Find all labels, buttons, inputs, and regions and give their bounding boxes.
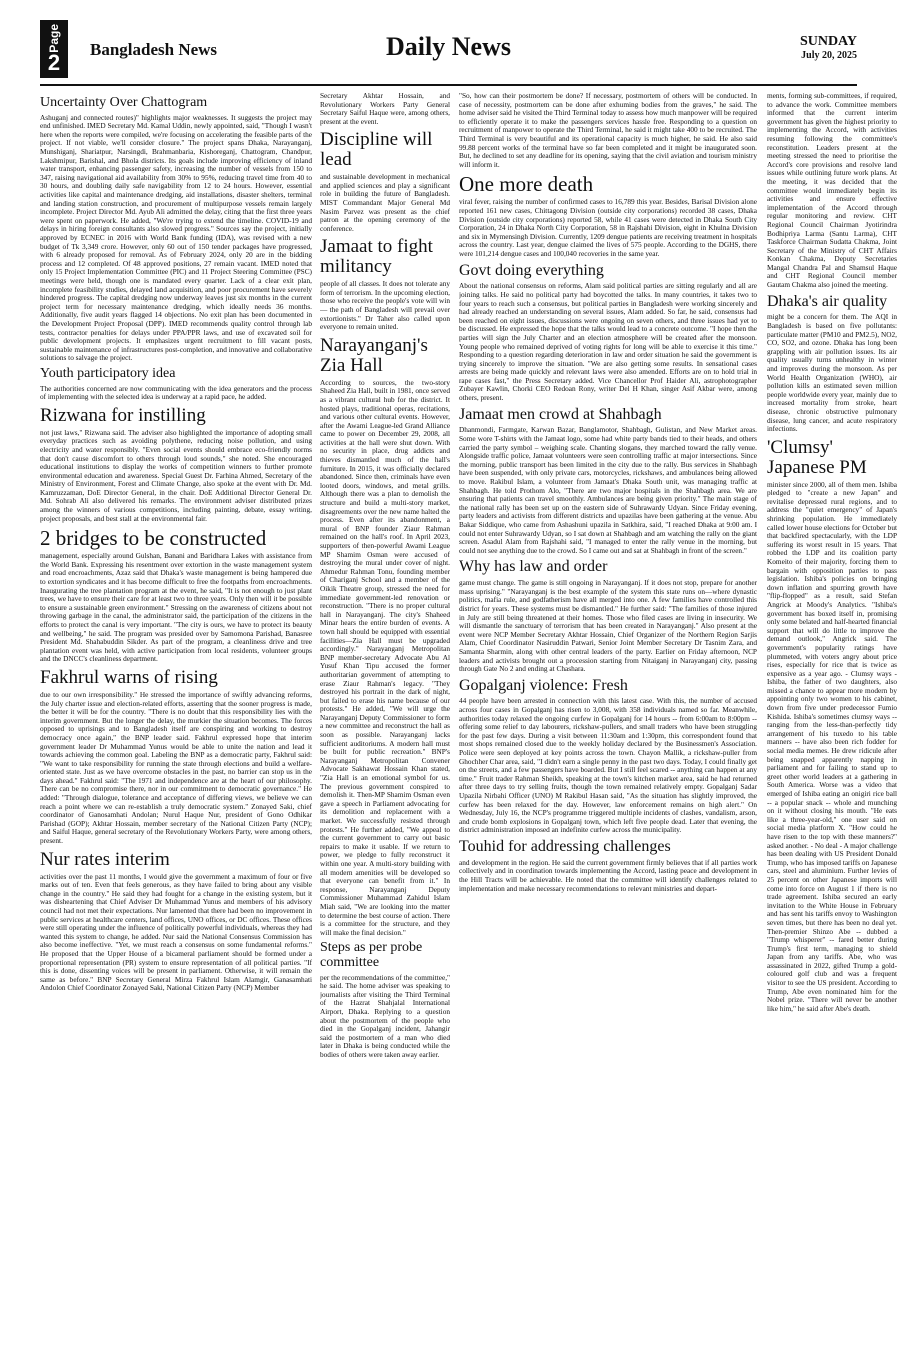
headline: Jamaat to fight militancy	[320, 236, 433, 278]
story-body: per the recommendations of the committee," he said. The home adviser was speaking to journalists after visiting the Third Terminal of the Hazrat Shahjalal International Airport, Dhaka. Replying to a question about the postmortem of the people who died in the Gopalganj incident, Jahangir said the postmortem of a man who died later in Dhaka is being conducted while the bodies of others were taken away earlier.	[320, 972, 450, 1060]
headline: Discipline will lead	[320, 129, 433, 171]
story-death	[459, 173, 757, 258]
headline: Gopalganj violence: Fresh	[459, 676, 628, 694]
story-body: might be a concern for them. The AQI in Bangladesh is based on five pollutants: particulate matter (PM10 and PM2.5), NO2, CO, SO2, and ozone. Dhaka has long been grappling with air pollution issues. Its air quality usually turns unhealthy in winter and improves during the monsoon. As per World Health Organization (WHO), air pollution kills an estimated seven million people worldwide every year, mainly due to increased mortality from stroke, heart disease, chronic obstructive pulmonary disease, lung cancer, and acute respiratory infections.	[767, 312, 897, 434]
headline: Narayanganj's Zia Hall	[320, 334, 428, 376]
headline: Nur rates interim	[40, 848, 170, 870]
story-body: According to sources, the two-story Shaheed Zia Hall, built in 1981, once served as a vibrant cultural hub for the district. It hosted plays, traditional operas, recitations, and various other cultural events. However, after the Awami League-led Grand Alliance came to power on December 29, 2008, all activities at the hall were shut down. With no security in place, drug addicts and thieves dismantled much of the hall's furniture. In 2015, it was officially declared abandoned. Since then, criminals have even looted doors, windows, and metal grills. Although there was a plan to demolish the structure and build a multi-story market, disagreements over the new name halted the process. Even after its abandonment, a mural of BNP founder Ziaur Rahman remained on the hall's roof. In April 2023, supporters of then-powerful Awami League MP Shamim Osman were accused of destroying the mural under cover of night. Ahmedur Rahman Tonu, founding member of Chariganj School and a member of the Oikik Theatre group, stressed the need for immediate government-led renovation or reconstruction. "There is no proper cultural hall in Narayanganj. The city's Shaheed Minar hears the entire burden of events. A town hall should be equipped with essential facilities—Zia Hall must be upgraded accordingly." Narayanganj Metropolitan BNP member-secretary Advocate Abu Al Yusuf Khan Tipu accused the former authoritarian government of attempting to erase Ziaur Rahman's legacy. "They destroyed his portrait in the dark of night, but failed to erase his name because of our protests." He added, "We will urge the Narayanganj Deputy Commissioner to form a new committee and reconstruct the hall as soon as possible. Narayanganj lacks sufficient auditoriums. A modern hall must be built for public recreation." BNP's Narayanganj Metropolitan Convener Advocate Sakhawat Hossain Khan stated, "Zia Hall is an emotional symbol for us. The previous government conspired to demolish it. Then-MP Shamim Osman even gave a speech in Parliament advocating for its demolition and replacement with a market. We successfully resisted through protests." He further added, "We appeal to the current government to carry out basic repairs to make it usable. If we return to power, we pledge to fully reconstruct it within one year. A multi-story building with all modern amenities will be developed so that everyone can benefit from it." In response, Narayanganj Deputy Commissioner Muhammad Zahidul Islam Miah said, "We are looking into the matter to determine the best course of action. There is a committee for the structure, and they will make the final decision."	[320, 377, 450, 937]
story-jamaat-crowd	[459, 407, 757, 556]
day-label: SUNDAY	[799, 34, 857, 49]
column-4	[767, 92, 897, 1352]
story-body: Dhanmondi, Farmgate, Karwan Bazar, Banglamotor, Shahbagh, Gulistan, and New Market areas. Some wore T-shirts with the Jamaat logo, some had white party bands tied to their heads, and others carried the party symbol – weighing scale. Chanting slogans, they marched toward the rally venue. Alongside traffic police, Jamaat volunteers were seen controlling traffic at major intersections. Since the morning, public transport has been limited in the city due to the rally. Bus services in Shahbagh have been suspended, with only private cars, motorcycles, rickshaws, and ambulances being allowed to move. Rakibul Islam, a volunteer from Jamaat's Dhaka South unit, was managing traffic at Shahbagh. He told Prothom Alo, "There are two major hospitals in the Shahbagh area. We are ensuring that patients can travel smoothly. Ambulances are being given priority." The main stage of the national rally has been set up on the eastern side of Suhrawardy Udyan. Since Friday evening, party leaders and activists from different districts and upazilas have been gathering at the venue. Abu Bakar Siddique, who came from Ashashuni upazila in Satkhira, said, "I reached Dhaka at 9:00 am. I could not enter Suhrawardy Udyan, so I sat down at Shahbagh and am watching the rally on the giant screen. Asadul Alam from Rajshahi said, "I managed to enter the rally venue in the morning, but could not see anything due to the crowd. So I came out and sat at Shahbagh in front of the screen."	[459, 425, 757, 555]
page-label: Page	[47, 23, 61, 53]
story-body: viral fever, raising the number of confirmed cases to 16,789 this year. Besides, Barisal Division alone reported 161 new cases, Chittagong Division (outside city corporations) recorded 38 cases, Dhaka Division (outside city corporations) reported 58, while 41 cases were detected in Dhaka South City Corporation, 24 in Dhaka North City Corporation, 58 in Rajshahi Division, eight in Khulna Division and six in Mymensingh Division. Currently, 1209 dengue patients are receiving treatment in hospitals across the country. Last year, dengue claimed the lives of 575 people. According to the DGHS, there were 101,214 dengue cases and 100,040 recoveries in the same year.	[459, 197, 757, 258]
story-probe-continued	[459, 92, 757, 169]
story-body: management, especially around Gulshan, Banani and Baridhara Lakes with assistance from the World Bank. Expressing his resentment over extortion in the waste management system and road encroachments, Azaz said that Dhaka's waste management is being hampered due to extortion syndicates and it has become difficult to free the footpaths from encroachments. Inaugurating the tree plantation program at the event, he said, "It is not enough to just plant trees, we have to ensure their care for at least two to three years. Only then will it be possible to ensure a sustainable green environment." Stressing on the awareness of citizens about not throwing garbage in the canal, the administrator said, the participation of the citizens in the efforts to protect the canal is very important. "The city is ours, we have to protect its beauty and wellbeing," he said. The program was presided over by Samomona Parishad, Banasree President Md. Shahabuddin Sikder. As part of the program, a cleanliness drive and tree plantation event was held, with active participation from local residents, volunteer groups and the DNCC's cleanliness department.	[40, 551, 312, 664]
masthead	[40, 20, 857, 78]
headline: Jamaat men crowd at Shahbagh	[459, 405, 662, 423]
column-3	[459, 92, 757, 1352]
story-nur	[40, 850, 312, 993]
story-japan-pm	[767, 438, 897, 1014]
story-body: "So, how can their postmortem be done? If necessary, postmortem of others will be conducted. In case of necessity, postmortem can be done after exhuming bodies from the graves," he said. The home adviser said he visited the Third Terminal today to assess how much manpower will be required to efficiently operate it to make the passengers services hassle free. Responding to a question on recruitment of manpower to operate the Third Terminal, he said it might take 400 to be recruited. The Third Terminal is very beautiful and its operational capacity is much higher, he said. He also said 99.88 percent works of the terminal have so far been completed and it might be inaugurated soon. But, he declined to set any deadline for its opening, saying that the civil aviation and tourism ministry will inform it.	[459, 92, 757, 169]
headline: Touhid for addressing challenges	[459, 837, 671, 855]
story-body: The authorities concerned are now communicating with the idea generators and the process of implementing with the selected idea is underway at a rapid pace, he added.	[40, 383, 312, 402]
story-body: activities over the past 11 months, I would give the government a maximum of four or five marks out of ten. Even that feels generous, as they have failed to bring about any visible change in the country." He said they had fought for a change in the existing system, but it was disheartening that Chief Adviser Dr Muhammad Yunus and members of his advisory council had not met their expectations. Nur lamented that there had been no improvement in public services at healthcare centers, land offices, UNO offices, or DC offices. These offices were still operating under the influence of politically powerful individuals, whereas they had wanted this system to change, he added. Nur said the National Consensus Commission has also become ineffective. "Yet, we must reach a consensus on some fundamental reforms." He proposed that the Upper House of a bicameral parliament should be formed under a proportional representation (PR) system to ensure representation of all political parties. "If this is done, dissenting voices will be present in parliament. Otherwise, it will remain the same as before." BNP Secretary General Mirza Fakhrul Islam Alamgir, Ganasamhati Andolon Chief Coordinator Zonayed Saki, National Citizen Party (NCP) Member	[40, 871, 312, 993]
date-label: July 20, 2025	[801, 50, 857, 61]
headline: 2 bridges to be constructed	[40, 526, 267, 551]
story-body: people of all classes. It does not tolerate any form of terrorism. In the upcoming election, those who receive the people's vote will win — the path of Bangladesh will prevail over extortionists." Dr Taher also called upon everyone to remain united.	[320, 279, 450, 332]
story-touhid-continued	[767, 92, 897, 290]
headline: Dhaka's air quality	[767, 292, 888, 310]
story-body: and development in the region. He said the current government firmly believes that if all parties work collectively and in coordination towards implementing the Accord, lasting peace and development in the Hill Tracts will be achievable. He noted that the committee will identify challenges related to implementation and make necessary recommendations to relevant ministries and depart-	[459, 857, 757, 893]
story-touhid	[459, 839, 757, 893]
story-rizwana	[40, 406, 312, 523]
headline: Uncertainty Over Chattogram	[40, 95, 208, 110]
story-body: game must change. The game is still ongoing in Narayanganj. If it does not stop, prepare for another mass uprising." "Narayanganj is the best example of the system this state runs on—where dynastic politics, mafia rule, and godfatherism have all merged into one. A few families have controlled this district for years. These systems must be dismantled." He further said: "The families of those injured in July are still being threatened at their homes. Those who filed cases are living in insecurity. We will dismantle the sanctuary of terrorism that has been created in Narayanganj." Also present at the event were NCP Member Secretary Akhtar Hossain, Chief Organizer of the Northern Region Sarjis Alam, Chief Coordinator Nasiruddin Patwari, Senior Joint Member Secretary Dr Tasnim Zara, and Samanta Sharmin, along with other central leaders of the party. Earlier on Friday afternoon, NCP leaders and activists brought out a procession starting from Nitaiganj in Narayanganj city, passing through Gate No 2 and ending at Chashara.	[459, 578, 757, 674]
story-body: not just laws," Rizwana said. The adviser also highlighted the importance of adopting small everyday practices such as avoiding polythene, reducing noise pollution, and using electricity and water responsibly. "Even social events should embrace eco-friendly norms that don't cause discomfort to others through loud sounds," she noted. She encouraged educational institutions to display the works of competition winners to further promote environmental education and awareness. Special Guest Dr. Farhina Ahmed, Secretary of the Ministry of Environment, Forest and Climate Change, also spoke at the event with Dr. Md. Kamruzzaman, DoE Director General, in the chair. DoE Additional Director General Dr. Md. Sohrab Ali also delivered his remarks. The environment adviser distributed prizes among the winners of various competitions, including painting, debate, essay writing, project proposals, and best stall at the environmental fair.	[40, 427, 312, 523]
headline: Fakhrul warns of rising	[40, 667, 218, 689]
date-box	[800, 34, 857, 61]
story-body: Ashuganj and connected routes)" highlights major weaknesses. It suggests the project may end unfinished. IMED Secretary Md. Kamal Uddin, newly appointed, said, "Though I wasn't here when the reports were compiled, we're focusing on accelerating the feasible parts of the project. If not viable, we'll consider closure." The project spans Dhaka, Narayanganj, Munshiganj, Shariatpur, Narsingdi, Brahmanbaria, Kishoreganj, Chattogram, Chandpur, Lakshmipur, Barishal, and Bhola districts. Its goals include improving efficiency of inland water transport, enhancing passenger safety, increasing the number of vessels from 150 to 347, raising navigational aid availability from 30% to 95%, reducing travel time from 40 to 30 hours, and doubling daily safe navigability from 12 to 24 hours. However, essential activities like capital and maintenance dredging, aid installations, disaster shelters, terminal and landing station construction, and procurement of multipurpose vessels remain largely incomplete. Project Director Md. Ayub Ali admitted the delay, citing that the first three years were spent on paperwork. He added, "We're trying to extend the timeline. COVID-19 and delays in hiring foreign consultants also slowed progress." Sources say the project, initially approved by ECNEC in 2016 with World Bank funding (IDA), was revised with a new budget of Tk 3,349 crore. However, only 60 out of 150 tender packages have progressed, with 6 already proposed for removal. As of February 2024, only 20 are in the bidding process and 12 completed. Of 48 approved positions, 27 remain vacant. IMED noted that only 15 Project Implementation Committee (PIC) and 11 Project Steering Committee (PSC) meetings were held, though one is mandated every quarter. Lack of a clear exit plan, incomplete feasibility studies, delayed land acquisition, and poor procurement have severely hindered progress. The capital dredging now underway leaves just six months in the current project term for necessary maintenance dredging, which ideally needs 36 months. Additionally, five audit years flagged 14 objections. No exit plan has been documented in the Development Project Proposal (DPP). IMED recommends quality control through lab tests, contractor penalties for delays under PPA/PPR laws, and use of excavated soil for public development projects. It emphasizes urgent recruitment to fill vacant posts, sustainable maintenance of infrastructures post-completion, and innovative and collaborative solutions to salvage the project.	[40, 112, 312, 363]
story-gopalganj	[459, 678, 757, 835]
headline: Youth participatory idea	[40, 365, 176, 381]
section-title: Daily News	[386, 32, 511, 61]
story-law-order	[459, 559, 757, 673]
story-fakhrul	[40, 668, 312, 846]
story-nur-continued	[320, 92, 450, 126]
page-number: 2	[47, 50, 61, 76]
story-discipline	[320, 130, 450, 233]
story-jamaat-fight	[320, 237, 450, 331]
story-youth	[40, 367, 312, 402]
headline: Why has law and order	[459, 558, 608, 576]
story-body: minister since 2000, all of them men. Ishiba pledged to "create a new Japan" and revitalise depressed rural regions, and to address the "quiet emergency" of Japan's shrinking population. He immediately called lower house elections for October but that backfired spectacularly, with the LDP suffering its worst result in 15 years. That robbed the LDP and its coalition party Komeito of their majority, forcing them to bargain with opposition parties to pass legislation. Ishiba's policies on bringing down inflation and spurring growth have "flip-flopped" as a result, said Stefan Angrick at Moody's Analytics. "Ishiba's government has boxed itself in, promising only some belated and half-hearted financial support that will do little to improve the demand outlook," Angrick said. The government's popularity ratings have plummeted, with voters angry about price rises, especially for rice that is twice as expensive as a year ago. - Clumsy ways - Ishiba, the father of two daughters, also missed a chance to appear more modern by appointing only two women to his cabinet, down from five under predecessor Fumio Kishida. Ishiba's sometimes clumsy ways -- ranging from the less-than-perfectly tidy arrangement of his tuxedo to his table manners -- have also been rich fodder for social media memes. He drew ridicule after being snapped apparently napping in parliament and for failing to stand up to greet other world leaders at a gathering in South America. Worse was a video that emerged of Ishiba eating an onigiri rice ball -- a popular snack -- whole and munching on it without closing his mouth. "He eats like a three-year-old," one user said on social media platform X. "How could he have risen to the top with these manners?" asked another. - No deal - A major challenge has been dealing with US President Donald Trump, who has imposed tariffs on Japanese cars, steel and aluminium. Further levies of 25 percent on other Japanese imports will come into force on August 1 if there is no trade agreement. Ishiba secured an early invitation to the White House in February and has sent his tariffs envoy to Washington seven times, but there has been no deal yet. Then-premier Shinzo Abe -- dubbed a "Trump whisperer" -- fared better during Trump's first term, managing to shield Japan from any tariffs. Abe, who was assassinated in 2022, gifted Trump a gold-coloured golf club and was a frequent visitor to see the US president. According to Trump, Abe even nominated him for the Nobel prize. "There will never be another like him," he said after Abe's death.	[767, 479, 897, 1013]
story-body: 44 people have been arrested in connection with this latest case. With this, the number of accused across four cases in Gopalganj has risen to 3,008, with 358 individuals named so far. Meanwhile, authorities today relaxed the ongoing curfew in Gopalganj for 14 hours -- from 6:00am to 8:00pm -- offering some relief to day labourers, rickshaw-pullers, and small traders who have been struggling for the past few days. During a visit between 11:30am and 1:30pm, this correspondent found that most shops remained closed due to the weekly holiday declared by the Businessmen's Association. Police were seen deployed at key points across the town. Chayon Mallik, a rickshaw-puller from Ghochher Char area, said, "I didn't earn a single penny in the past two days. Today, I could finally get on the streets, and a few passengers have boarded. But I still feel scared -- anything can happen at any time." Fruit trader Rahman Sheikh, speaking at the town's kitchen market area, said he had returned after three days to try selling fruits, though the town remained relatively empty. Gopalganj Sadar Upazila Nirbahi Officer (UNO) M Rakibul Hasan said, "As the situation has slightly improved, the curfew has been relaxed for the day. However, law enforcement remains on high alert." On Wednesday, July 16, the NCP's programme triggered multiple incidents of clashes, vandalism, arson, and crude bomb explosions in Gopalganj town, which left five people dead. Later that evening, the district administration imposed an indefinite curfew across the municipality.	[459, 696, 757, 835]
story-chattogram	[40, 96, 312, 363]
story-air-quality	[767, 294, 897, 434]
masthead-rule	[40, 84, 857, 86]
story-body: and sustainable development in mechanical and applied sciences and play a significant role in building the future of Bangladesh. MIST Commandant Major General Md Nasim Parvez was present as the chief patron at the opening ceremony of the conference.	[320, 172, 450, 233]
headline: Rizwana for instilling	[40, 404, 206, 426]
story-body: Secretary Akhtar Hossain, and Revolutionary Workers Party General Secretary Saiful Haque were, among others, present at the event.	[320, 92, 450, 126]
story-govt	[459, 263, 757, 403]
story-body: About the national consensus on reforms, Alam said political parties are sitting regularly and all are joining talks. He said no political party had boycotted the talks. In many countries, it takes two to four years to reach such a consensus, but political parties in Bangladesh were working sincerely and had already reached an understanding on several issues, Alam added. So far, he said, consensus had been reached on eight issues, discussions were ongoing on seven others, and three issues had yet to be discussed. He expressed the hope that the talks would lead to a concrete outcome. "I hope then the parties will sign the July Charter and an election atmosphere will be created after the monsoon. Young people who remained deprived of voting rights for long will be able to exercise it this time." Responding to a question regarding deterioration in law and order situation he said the government is trying sincerely to improve the situation. "We are also getting some results. In sensational cases arrests are being made quickly and relevant laws were also amended. Efforts are on to hold trial in rape cases fast," the Press Secretary added. Vice Chancellor Prof Haider Ali, astrophotographer Zubayer Kawlin, Chorki CEO Redoan Rony, writer Del H Khan, singer Asif Akbar were, among others, present.	[459, 281, 757, 403]
headline: 'Clumsy' Japanese PM	[767, 436, 867, 478]
story-bridges	[40, 527, 312, 664]
story-probe	[320, 941, 450, 1059]
paper-name: Bangladesh News	[90, 40, 218, 59]
story-body: due to our own irresponsibility." He stressed the importance of swiftly advancing reforms, the July charter issue and election-related efforts, asserting that the sooner progress is made, the better it will be for the country. "There is no doubt that this responsibility lies with the interim government. But the longer the delay, the murkier the situation becomes. The forces opposed to uprisings and to Bangladesh itself are conspiring and working to destroy democracy once again," the BNP leader said. Fakhrul expressed hope that interim government leader Dr Muhammad Yunus would be able to unite the nation and lead it towards achieving the common goal. Labeling the BNP as a democratic party, Fakhrul said: "We want to take responsibility for running the state through elections and build a welfare-oriented state. Just as we have overcome obstacles in the past, no barrier can stop us in the days ahead." Fakhrul said: "The 1971 and independence are at the heart of our philosophy. There can be no compromise there, nor in our commitment to democratic governance." He added: "Through dialogue, tolerance and acceptance of differing views, we believe we can reach a point where we can re-establish a truly democratic system." Zonayed Saki, chief coordinator of Ganosamhati Andolan; Nurul Haque Nur, president of Gono Odhikar Parishad (GOP); Akhtar Hossain, member secretary of the National Citizen Party (NCP); and Saiful Haque, general secretary of the Revolutionary Workers Party, were among others, present.	[40, 689, 312, 846]
headline: Govt doing everything	[459, 261, 604, 279]
column-1	[40, 92, 312, 1352]
headline: Steps as per probe committee	[320, 940, 423, 970]
story-zia-hall	[320, 336, 450, 937]
story-body: ments, forming sub-committees, if required, to advance the work. Committee members informed that the current interim government has given the highest priority to implementing the Accord, with activities resuming following the committee's reconstitution. Leaders present at the meeting stressed the need to prioritise the Accord's core provisions and resolve land issues while outlining future work plans. At the meeting, it was decided that the committee would immediately begin its activities and ensure effective implementation of the Accord through regular monitoring and review. CHT Regional Council Chairman Jyotirindra Bodhipriya Larma (Santu Larma), CHT Taskforce Chairman Sudatta Chakma, Joint Secretary of the Ministry of CHT Affairs Konkan Chakma, Deputy Secretaries Mangal Chandra Pal and Shamsul Haque and CHT Regional Council member Gautam Chakma also joined the meeting.	[767, 92, 897, 290]
column-2	[320, 92, 450, 1352]
headline: One more death	[459, 172, 594, 197]
